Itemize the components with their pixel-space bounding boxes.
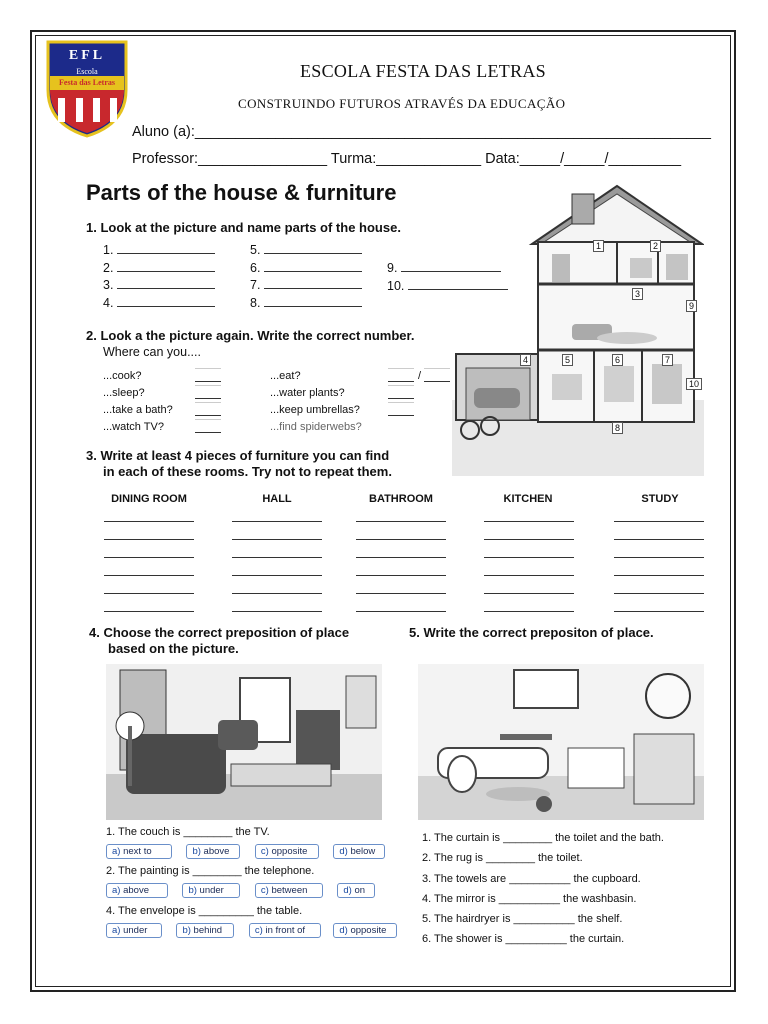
q4-question-3: 4. The envelope is _________ the table. a) under b) behind c) in front of d) opposite [106, 905, 397, 938]
house-label: 5 [562, 354, 573, 366]
room-header-hall: HALL [262, 493, 292, 505]
q2-question[interactable]: ...find spiderwebs? [270, 421, 362, 433]
option-button[interactable]: c) in front of [249, 923, 321, 938]
house-label: 6 [612, 354, 623, 366]
option-button[interactable]: b) behind [176, 923, 234, 938]
q1-col1 [103, 242, 215, 312]
q5-sentence[interactable]: 4. The mirror is __________ the washbasin. [422, 892, 637, 905]
q1-item[interactable]: 5. [250, 242, 362, 260]
q5-sentence[interactable]: 1. The curtain is ________ the toilet and the bath. [422, 832, 664, 844]
q4-question-2: 2. The painting is ________ the telephone. a) above b) under c) between d) on [106, 865, 375, 898]
house-cross-section-picture [452, 184, 704, 476]
q5-sentence[interactable]: 6. The shower is __________ the curtain. [422, 933, 625, 946]
q2-question[interactable]: ...watch TV? [103, 419, 223, 436]
q5-sentence[interactable]: 5. The hairdryer is __________ the shelf. [422, 913, 623, 926]
q2-heading: 2. Look a the picture again. Write the correct number. [86, 328, 415, 343]
bathroom-picture [418, 664, 704, 820]
option-button[interactable]: d) on [337, 883, 375, 898]
q4-heading-line1: 4. Choose the correct preposition of place [89, 625, 350, 640]
q4-question-1: 1. The couch is ________ the TV. a) next to b) above c) opposite d) below [106, 826, 385, 859]
q5-heading: 5. Write the correct prepositon of place. [409, 625, 654, 640]
q4-heading-line2: based on the picture. [108, 641, 239, 656]
option-button[interactable]: d) below [333, 844, 385, 859]
worksheet-title: Parts of the house & furniture [86, 180, 397, 205]
student-name-field[interactable]: Aluno (a):________________________________________________________________ [132, 124, 711, 140]
room-header-study: STUDY [641, 493, 679, 505]
option-button[interactable]: a) next to [106, 844, 172, 859]
house-label: 8 [612, 422, 623, 434]
q1-item[interactable]: 10. [387, 278, 508, 296]
option-button[interactable]: b) under [182, 883, 240, 898]
q5-sentences [422, 828, 664, 950]
living-room-picture [106, 664, 382, 820]
dining-room-lines[interactable] [104, 504, 194, 612]
q2-question[interactable]: ...water plants? [270, 385, 362, 402]
kitchen-lines[interactable] [484, 504, 574, 612]
q1-item[interactable]: 1. [103, 242, 215, 260]
option-button[interactable]: b) above [186, 844, 240, 859]
q2-question[interactable]: ...take a bath? [103, 402, 223, 419]
q1-heading: 1. Look at the picture and name parts of the house. [86, 220, 401, 235]
school-logo [44, 40, 130, 138]
option-button[interactable]: a) under [106, 923, 162, 938]
q1-item[interactable]: 2. [103, 260, 215, 278]
logo-efl: EFL [68, 48, 106, 63]
house-label: 4 [520, 354, 531, 366]
q3-heading-line2: in each of these rooms. Try not to repeat them. [103, 464, 392, 479]
q1-item[interactable]: 6. [250, 260, 362, 278]
room-header-bathroom: BATHROOM [369, 493, 433, 505]
room-header-dining: DINING ROOM [111, 493, 187, 505]
house-label: 3 [632, 288, 643, 300]
logo-festa: Festa das Letras [59, 78, 115, 87]
q2-question[interactable]: ...cook? [103, 368, 223, 385]
q5-sentence[interactable]: 3. The towels are __________ the cupboard. [422, 872, 641, 885]
house-label: 7 [662, 354, 673, 366]
house-label: 2 [650, 240, 661, 252]
option-button[interactable]: c) opposite [255, 844, 319, 859]
study-lines[interactable] [614, 504, 704, 612]
logo-escola: Escola [76, 67, 98, 76]
q1-col2 [250, 242, 362, 312]
q1-item[interactable]: 9. [387, 260, 508, 278]
q2-right-list [270, 368, 422, 436]
q5-sentence[interactable]: 2. The rug is ________ the toilet. [422, 852, 583, 865]
q2-subheading: Where can you.... [103, 345, 201, 359]
q2-question[interactable]: ...eat? / [270, 368, 362, 385]
teacher-class-date-row[interactable]: Professor:________________ Turma:_____________ Data:_____/_____/_________ [132, 151, 682, 167]
option-button[interactable]: c) between [255, 883, 323, 898]
option-button[interactable]: d) opposite [333, 923, 397, 938]
house-label: 1 [593, 240, 604, 252]
q2-question[interactable]: ...keep umbrellas? [270, 402, 362, 419]
hall-lines[interactable] [232, 504, 322, 612]
school-motto: CONSTRUINDO FUTUROS ATRAVÉS DA EDUCAÇÃO [238, 96, 566, 111]
q1-item[interactable]: 4. [103, 295, 215, 313]
q1-item[interactable]: 3. [103, 277, 215, 295]
room-header-kitchen: KITCHEN [503, 493, 553, 505]
q1-item[interactable]: 7. [250, 277, 362, 295]
q3-heading-line1: 3. Write at least 4 pieces of furniture you can find [86, 448, 390, 463]
q1-item[interactable]: 8. [250, 295, 362, 313]
house-label: 10 [686, 378, 702, 390]
q2-left-list [103, 368, 223, 436]
house-label: 9 [686, 300, 697, 312]
q2-question[interactable]: ...sleep? [103, 385, 223, 402]
option-button[interactable]: a) above [106, 883, 168, 898]
bathroom-lines[interactable] [356, 504, 446, 612]
school-name: ESCOLA FESTA DAS LETRAS [300, 61, 546, 81]
